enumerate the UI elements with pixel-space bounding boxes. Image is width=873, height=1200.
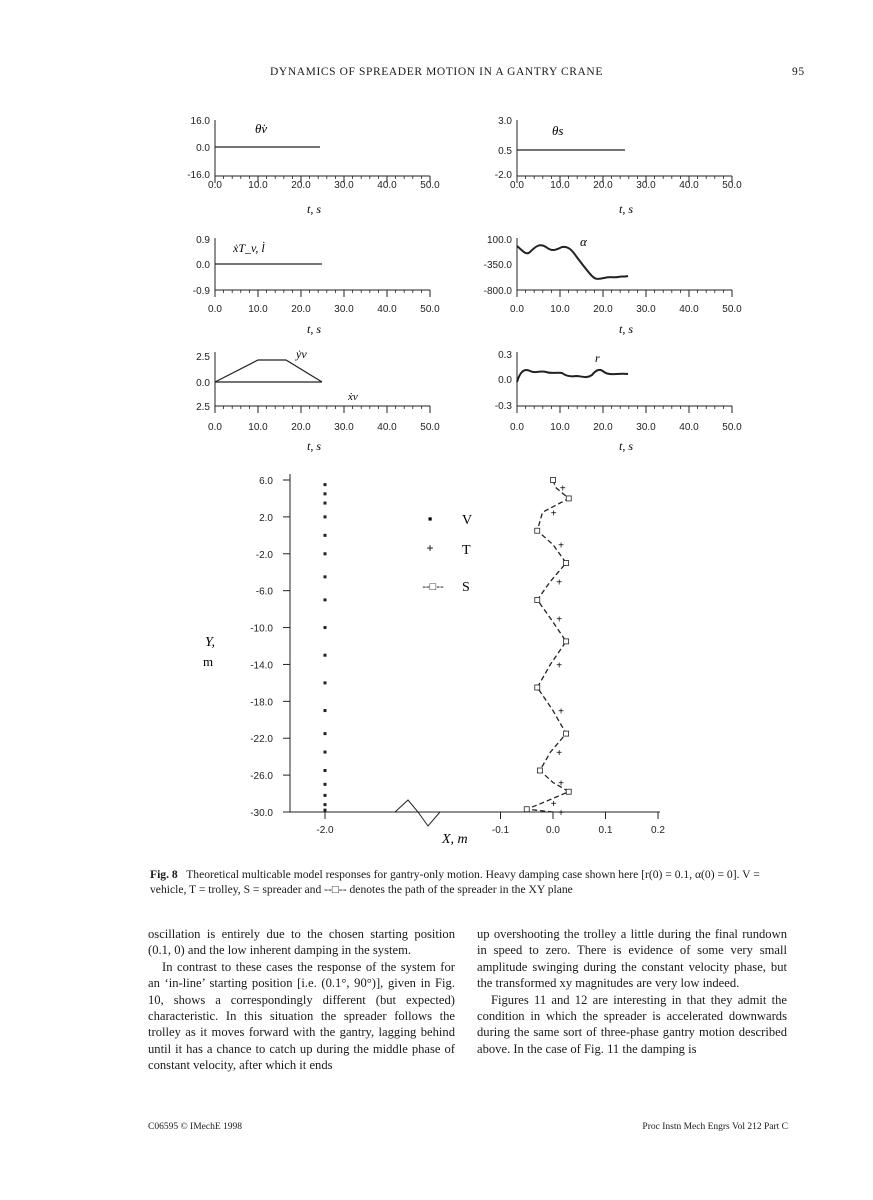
x-tick-label: 50.0 [722, 304, 742, 315]
vehicle-point [324, 626, 327, 629]
y-tick-label: 2.0 [259, 512, 273, 524]
x-tick-label: 40.0 [377, 304, 397, 315]
vehicle-point [324, 783, 327, 786]
x-tick-label: 20.0 [593, 180, 613, 191]
trolley-point: + [550, 508, 557, 520]
legend-symbol-s: --□-- [422, 581, 444, 593]
trolley-point: + [556, 748, 563, 760]
x-tick-label: -0.1 [491, 825, 510, 836]
y-tick-label: 0.5 [498, 146, 512, 157]
vehicle-point [324, 751, 327, 754]
x-tick-label: 10.0 [550, 180, 570, 191]
spreader-point [537, 768, 542, 773]
plot-yv [196, 347, 440, 453]
y-tick-label: -800.0 [483, 286, 512, 297]
x-tick-label: 30.0 [636, 180, 656, 191]
plot-r [495, 350, 742, 453]
x-tick-label: 20.0 [291, 422, 311, 433]
y-tick-label: -14.0 [250, 660, 273, 672]
plot-label-secondary: ẋv [348, 391, 358, 403]
plot-theta-v [187, 116, 440, 216]
y-tick-label: 0.0 [498, 375, 512, 386]
page-number: 95 [792, 66, 805, 78]
y-tick-label: 0.3 [498, 350, 512, 361]
x-tick-label: 40.0 [377, 422, 397, 433]
plot-label: r [595, 351, 600, 365]
x-tick-label: 50.0 [722, 180, 742, 191]
spreader-point [535, 528, 540, 533]
x-tick-label: 10.0 [248, 304, 268, 315]
legend-label-t: T [462, 543, 471, 558]
y-tick-label: -26.0 [250, 771, 273, 783]
y-tick-label: 0.0 [196, 260, 210, 271]
plot-label: ẋT_v, l̇ [233, 241, 265, 255]
y-tick-label: 2.5 [196, 352, 210, 363]
x-tick-label: 40.0 [377, 180, 397, 191]
x-tick-label: 20.0 [291, 304, 311, 315]
y-tick-label: -0.9 [192, 286, 210, 297]
y-tick-label: -6.0 [255, 586, 273, 598]
vehicle-point [324, 483, 327, 486]
x-tick-label: 0.0 [546, 825, 560, 836]
vehicle-point [324, 794, 327, 797]
vehicle-point [324, 492, 327, 495]
y-tick-label: -0.3 [494, 401, 512, 412]
x-axis-label: t, s [306, 439, 322, 453]
x-tick-label: 0.0 [208, 304, 222, 315]
legend-symbol-t: + [426, 541, 434, 555]
x-tick-label: 10.0 [248, 180, 268, 191]
y-tick-label: 0.9 [196, 235, 210, 246]
x-axis-label: t, s [306, 322, 322, 336]
vehicle-point [324, 575, 327, 578]
x-tick-label: 0.0 [510, 422, 524, 433]
y-tick-label: -22.0 [250, 734, 273, 746]
legend-symbol-v: ▪ [427, 511, 433, 526]
y-axis-label: Y, [205, 635, 216, 650]
plot-label: α [580, 234, 587, 249]
x-tick-label: 0.0 [208, 180, 222, 191]
y-tick-label: -2.0 [494, 170, 512, 181]
x-tick-label: 30.0 [334, 304, 354, 315]
x-tick-label: 30.0 [334, 422, 354, 433]
paragraph: Figures 11 and 12 are interesting in that they admit the condition in which the spreader is accelerated downwards during the same sort of three-phase gantry motion described above. In the case of Fig. 11 the damping is [477, 992, 787, 1056]
y-tick-label: 0.0 [196, 143, 210, 154]
x-tick-label: 20.0 [593, 304, 613, 315]
running-title: DYNAMICS OF SPREADER MOTION IN A GANTRY CRANE [270, 66, 603, 78]
trolley-point: + [559, 483, 566, 495]
y-tick-label: 2.5 [196, 402, 210, 413]
xy-path-chart [0, 460, 873, 860]
spreader-point [564, 639, 569, 644]
y-tick-label: -10.0 [250, 623, 273, 635]
x-tick-label: 30.0 [636, 422, 656, 433]
legend-label-v: V [462, 513, 473, 528]
spreader-path [527, 480, 569, 812]
y-tick-label: 3.0 [498, 116, 512, 127]
spreader-point [564, 561, 569, 566]
vehicle-point [324, 598, 327, 601]
x-tick-label: 30.0 [334, 180, 354, 191]
x-tick-label: 20.0 [593, 422, 613, 433]
figure-caption [150, 867, 790, 897]
body-left-column [148, 926, 455, 1074]
paragraph: oscillation is entirely due to the chosen starting position (0.1, 0) and the low inherent damping in the system. [148, 927, 455, 958]
spreader-point [564, 731, 569, 736]
body-right-column [477, 926, 787, 1057]
paragraph: up overshooting the trolley a little during the final rundown in speed to zero. There is evidence of some very small amplitude swinging during the constant velocity phase, but the transformed xy magnitudes are very low indeed. [477, 927, 787, 991]
plot-alpha [484, 234, 743, 336]
vehicle-point [324, 732, 327, 735]
y-tick-label: 0.0 [196, 378, 210, 389]
x-axis-label: X, m [442, 832, 468, 847]
x-tick-label: 50.0 [722, 422, 742, 433]
vehicle-point [324, 809, 327, 812]
trolley-point: + [558, 778, 564, 790]
y-axis-unit: m [203, 654, 214, 669]
y-tick-label: -2.0 [255, 549, 273, 561]
x-tick-label: 50.0 [420, 422, 440, 433]
y-tick-label: -30.0 [250, 808, 273, 819]
legend [422, 511, 472, 595]
vehicle-point [324, 709, 327, 712]
small-plots-figure [0, 100, 873, 460]
paragraph: In contrast to these cases the response of the system for an ‘in-line’ starting position [i.e. (0.1°, 90°)], given in Fig. 10, shows a correspondingly different (but expected) characteristic. In this situation the spreader follows the trolley as it moves forward with the gantry, lagging behind until it has a chance to catch up during the middle phase of constant velocity, after which it ends [148, 959, 455, 1073]
trolley-point: + [556, 614, 563, 626]
spreader-point [566, 496, 571, 501]
figure-label: Fig. 8 [150, 868, 178, 881]
x-tick-label: 50.0 [420, 180, 440, 191]
spreader-point [535, 685, 540, 690]
y-tick-label: 16.0 [190, 116, 210, 127]
figure-caption-text: Theoretical multicable model responses for gantry-only motion. Heavy damping case shown here [r(0) = 0.1, α(0) = 0]. V = vehicle, T = trolley, S = spreader and --□-- denotes the path of the spreader in the XY plane [150, 868, 760, 896]
trolley-point: + [550, 798, 557, 810]
vehicle-point [324, 654, 327, 657]
x-tick-label: 0.0 [510, 304, 524, 315]
x-tick-label: 10.0 [550, 304, 570, 315]
x-tick-label: -2.0 [316, 825, 334, 836]
x-axis-label: t, s [618, 322, 634, 336]
legend-label-s: S [462, 580, 470, 595]
x-tick-label: 30.0 [636, 304, 656, 315]
plot-label: ẏv [296, 347, 307, 361]
x-tick-label: 40.0 [679, 180, 699, 191]
plot-xt-v [193, 235, 440, 336]
y-tick-label: 6.0 [259, 476, 273, 487]
x-tick-label: 0.1 [598, 825, 613, 836]
x-tick-label: 10.0 [248, 422, 268, 433]
x-tick-label: 10.0 [550, 422, 570, 433]
vehicle-point [324, 502, 327, 505]
x-axis-label: t, s [618, 439, 634, 453]
trolley-point: + [558, 540, 564, 552]
spreader-point [524, 807, 529, 812]
x-axis-label: t, s [618, 202, 634, 216]
vehicle-point [324, 534, 327, 537]
vehicle-point [324, 769, 327, 772]
footer-left: C06595 © IMechE 1998 [148, 1122, 243, 1132]
y-tick-label: 100.0 [486, 235, 512, 246]
x-tick-label: 20.0 [291, 180, 311, 191]
x-tick-label: 0.0 [208, 422, 222, 433]
vehicle-point [324, 552, 327, 555]
x-tick-label: 50.0 [420, 304, 440, 315]
x-tick-label: 40.0 [679, 422, 699, 433]
trolley-point: + [556, 577, 563, 589]
plot-theta-s [495, 116, 742, 216]
x-axis-label: t, s [306, 202, 322, 216]
plot-label: θ̇v [255, 121, 268, 136]
x-tick-label: 0.2 [651, 825, 665, 836]
vehicle-point [324, 681, 327, 684]
y-tick-label: -350.0 [483, 260, 512, 271]
footer-right: Proc Instn Mech Engrs Vol 212 Part C [642, 1122, 788, 1132]
spreader-point [535, 597, 540, 602]
vehicle-point [324, 803, 327, 806]
trolley-point: + [556, 660, 563, 672]
trolley-point: + [558, 808, 564, 819]
plot-label: θs [552, 123, 564, 138]
vehicle-point [324, 515, 327, 518]
y-tick-label: -16.0 [187, 170, 210, 181]
spreader-point [566, 789, 571, 794]
x-tick-label: 40.0 [679, 304, 699, 315]
x-tick-label: 0.0 [510, 180, 524, 191]
spreader-point [551, 478, 556, 483]
y-tick-label: -18.0 [250, 697, 273, 709]
axis-break [395, 800, 440, 826]
trolley-point: + [558, 706, 564, 718]
